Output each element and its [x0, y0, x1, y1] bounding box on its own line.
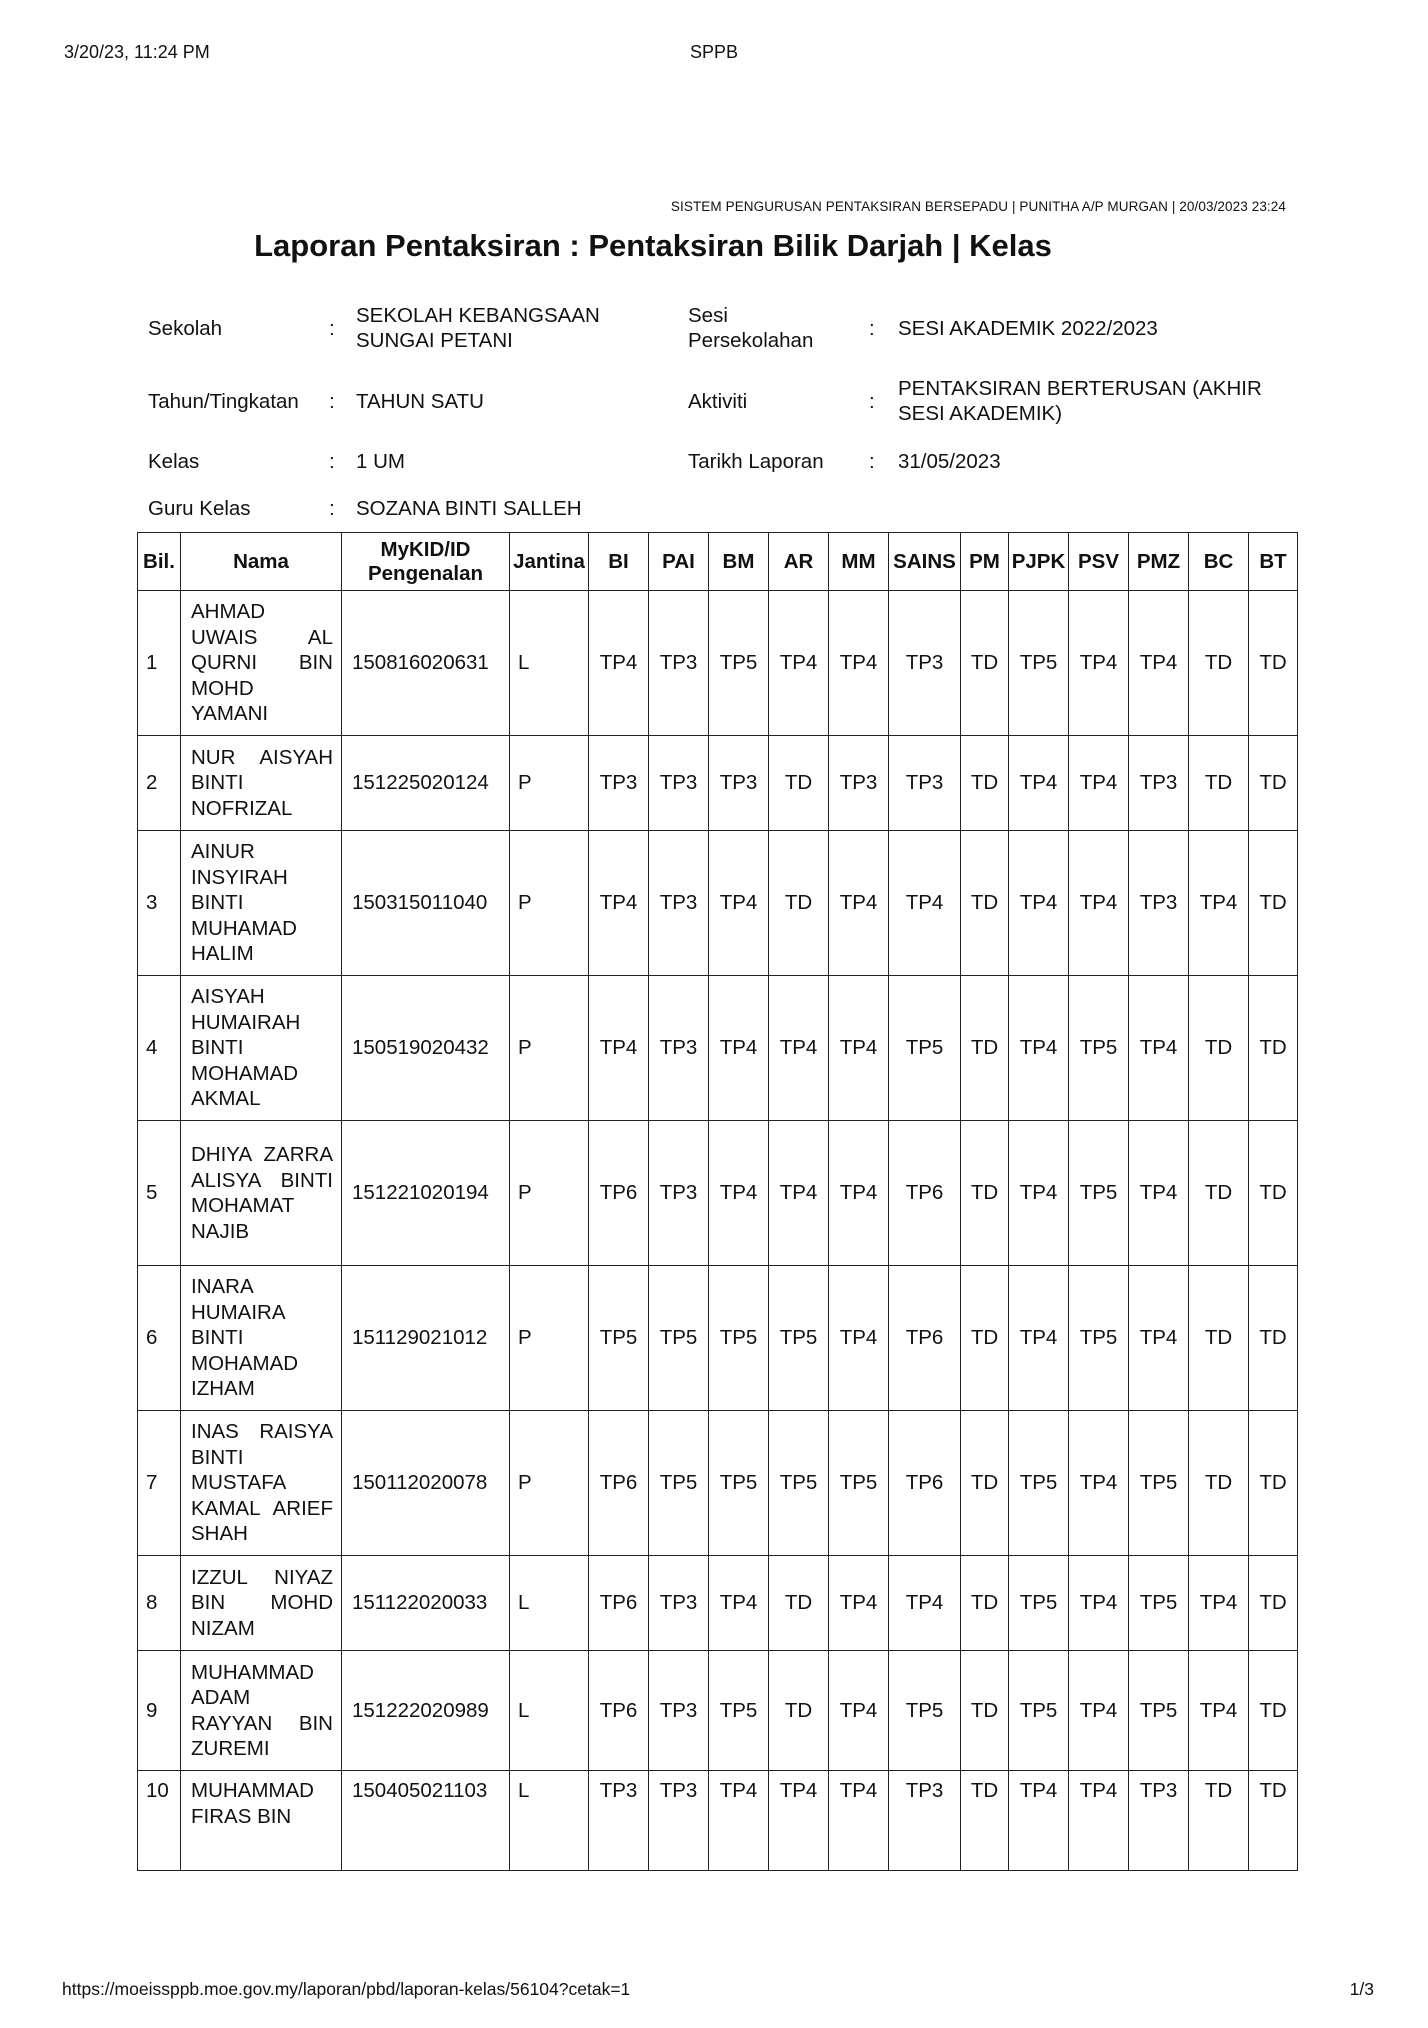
cell-bil: 4 [138, 976, 181, 1121]
cell-mykid: 151122020033 [342, 1556, 510, 1651]
cell-nama: INARA HUMAIRA BINTI MOHAMAD IZHAM [181, 1266, 342, 1411]
cell-grade: TP4 [589, 591, 649, 736]
cell-grade: TP3 [589, 736, 649, 831]
table-row [138, 1771, 1298, 1871]
cell-grade: TD [1189, 1411, 1249, 1556]
table-row [138, 1121, 1298, 1266]
cell-grade: TP3 [649, 831, 709, 976]
cell-grade: TP4 [769, 1771, 829, 1871]
colon: : [869, 450, 875, 473]
header-pjpk: PJPK [1009, 533, 1069, 591]
colon: : [329, 317, 335, 340]
cell-grade: TD [961, 1556, 1009, 1651]
cell-grade: TD [1189, 1266, 1249, 1411]
value-sekolah: SEKOLAH KEBANGSAAN SUNGAI PETANI [356, 304, 600, 352]
cell-grade: TP4 [829, 1556, 889, 1651]
header-bil: Bil. [138, 533, 181, 591]
cell-grade: TP4 [1129, 1121, 1189, 1266]
cell-grade: TP5 [649, 1266, 709, 1411]
cell-grade: TP4 [1009, 831, 1069, 976]
cell-mykid: 150315011040 [342, 831, 510, 976]
header-bt: BT [1249, 533, 1298, 591]
cell-bil: 1 [138, 591, 181, 736]
cell-bil: 7 [138, 1411, 181, 1556]
cell-grade: TP4 [829, 591, 889, 736]
cell-bil: 5 [138, 1121, 181, 1266]
colon: : [329, 390, 335, 413]
colon: : [329, 497, 335, 520]
cell-grade: TD [1249, 736, 1298, 831]
cell-grade: TD [769, 1651, 829, 1771]
cell-grade: TP4 [829, 976, 889, 1121]
cell-grade: TP5 [1069, 976, 1129, 1121]
cell-grade: TD [1249, 976, 1298, 1121]
header-pmz: PMZ [1129, 533, 1189, 591]
cell-grade: TD [961, 591, 1009, 736]
cell-bil: 10 [138, 1771, 181, 1871]
cell-grade: TP4 [1189, 1556, 1249, 1651]
cell-grade: TP6 [589, 1651, 649, 1771]
cell-grade: TP4 [889, 831, 961, 976]
cell-grade: TP3 [1129, 831, 1189, 976]
label-sekolah: Sekolah [148, 317, 223, 340]
cell-grade: TD [961, 1121, 1009, 1266]
cell-jantina: P [510, 831, 589, 976]
value-aktiviti: PENTAKSIRAN BERTERUSAN (AKHIR SESI AKADEMIK) [898, 377, 1262, 425]
cell-grade: TD [1249, 1266, 1298, 1411]
label-tarikh: Tarikh Laporan [688, 450, 824, 473]
cell-grade: TP3 [649, 1651, 709, 1771]
value-guru: SOZANA BINTI SALLEH [356, 497, 582, 520]
label-sesi: Sesi Persekolahan [688, 304, 814, 352]
cell-grade: TP3 [1129, 736, 1189, 831]
cell-grade: TP4 [709, 831, 769, 976]
value-sesi: SESI AKADEMIK 2022/2023 [898, 317, 1158, 340]
cell-grade: TP5 [1129, 1556, 1189, 1651]
cell-grade: TP4 [1069, 831, 1129, 976]
cell-nama: MUHAMMAD FIRAS BIN [181, 1771, 342, 1871]
cell-grade: TP5 [649, 1411, 709, 1556]
cell-mykid: 151225020124 [342, 736, 510, 831]
cell-nama: IZZUL NIYAZ BIN MOHD NIZAM [181, 1556, 342, 1651]
cell-grade: TP3 [649, 1771, 709, 1871]
header-bc: BC [1189, 533, 1249, 591]
cell-grade: TP5 [1009, 1556, 1069, 1651]
cell-grade: TP4 [1189, 831, 1249, 976]
footer-page-number: 1/3 [1349, 1979, 1374, 1999]
header-mykid: MyKID/ID Pengenalan [342, 533, 510, 591]
table-row [138, 831, 1298, 976]
cell-grade: TD [1189, 1771, 1249, 1871]
cell-grade: TP5 [709, 1266, 769, 1411]
cell-jantina: L [510, 1556, 589, 1651]
cell-grade: TP4 [1009, 736, 1069, 831]
cell-bil: 2 [138, 736, 181, 831]
value-tarikh: 31/05/2023 [898, 450, 1001, 473]
cell-grade: TD [961, 1266, 1009, 1411]
cell-grade: TP4 [769, 1121, 829, 1266]
cell-grade: TP5 [889, 1651, 961, 1771]
table-row [138, 1266, 1298, 1411]
cell-grade: TP5 [1069, 1266, 1129, 1411]
cell-grade: TP4 [1009, 1121, 1069, 1266]
header-jantina: Jantina [510, 533, 589, 591]
cell-grade: TP6 [589, 1411, 649, 1556]
cell-grade: TD [769, 736, 829, 831]
cell-grade: TD [961, 1651, 1009, 1771]
cell-grade: TD [1249, 1121, 1298, 1266]
cell-grade: TP3 [889, 736, 961, 831]
cell-grade: TP3 [649, 1556, 709, 1651]
cell-grade: TP5 [1009, 1651, 1069, 1771]
label-kelas: Kelas [148, 450, 200, 473]
cell-bil: 9 [138, 1651, 181, 1771]
colon: : [329, 450, 335, 473]
value-tahun: TAHUN SATU [356, 390, 484, 413]
cell-nama: MUHAMMAD ADAM RAYYAN BIN ZUREMI [181, 1651, 342, 1771]
cell-grade: TD [1249, 1411, 1298, 1556]
cell-grade: TD [769, 1556, 829, 1651]
cell-nama: NUR AISYAH BINTI NOFRIZAL [181, 736, 342, 831]
table-row [138, 1411, 1298, 1556]
cell-jantina: L [510, 1651, 589, 1771]
system-info-line: SISTEM PENGURUSAN PENTAKSIRAN BERSEPADU | PUNITHA A/P MURGAN | 20/03/2023 23:24 [670, 199, 1286, 214]
cell-mykid: 150112020078 [342, 1411, 510, 1556]
cell-grade: TP5 [889, 976, 961, 1121]
cell-mykid: 151129021012 [342, 1266, 510, 1411]
cell-grade: TD [1189, 736, 1249, 831]
cell-grade: TP5 [1129, 1411, 1189, 1556]
cell-jantina: L [510, 1771, 589, 1871]
header-pai: PAI [649, 533, 709, 591]
cell-grade: TP6 [889, 1121, 961, 1266]
cell-jantina: P [510, 1411, 589, 1556]
cell-nama: INAS RAISYA BINTI MUSTAFA KAMAL ARIEF SHAH [181, 1411, 342, 1556]
cell-grade: TP4 [709, 1556, 769, 1651]
cell-grade: TP5 [1129, 1651, 1189, 1771]
cell-grade: TP4 [589, 976, 649, 1121]
cell-mykid: 150405021103 [342, 1771, 510, 1871]
cell-bil: 8 [138, 1556, 181, 1651]
report-title: Laporan Pentaksiran : Pentaksiran Bilik Darjah | Kelas [254, 228, 1052, 263]
cell-jantina: P [510, 1266, 589, 1411]
cell-grade: TP4 [1069, 1411, 1129, 1556]
colon: : [869, 317, 875, 340]
cell-grade: TP3 [649, 976, 709, 1121]
cell-grade: TD [1189, 976, 1249, 1121]
header-pm: PM [961, 533, 1009, 591]
table-row [138, 591, 1298, 736]
cell-grade: TP4 [829, 1266, 889, 1411]
cell-grade: TP3 [649, 1121, 709, 1266]
cell-grade: TP6 [589, 1121, 649, 1266]
cell-grade: TP4 [709, 1121, 769, 1266]
cell-grade: TP4 [769, 976, 829, 1121]
cell-grade: TD [1189, 591, 1249, 736]
cell-grade: TP4 [829, 1651, 889, 1771]
cell-grade: TP6 [889, 1411, 961, 1556]
cell-grade: TP3 [889, 591, 961, 736]
cell-grade: TP5 [1069, 1121, 1129, 1266]
cell-grade: TP4 [1069, 1771, 1129, 1871]
cell-grade: TD [961, 976, 1009, 1121]
cell-grade: TP6 [589, 1556, 649, 1651]
header-sains: SAINS [889, 533, 961, 591]
cell-jantina: P [510, 1121, 589, 1266]
cell-mykid: 150816020631 [342, 591, 510, 736]
cell-grade: TP4 [829, 1771, 889, 1871]
header-bi: BI [589, 533, 649, 591]
cell-grade: TP3 [1129, 1771, 1189, 1871]
cell-grade: TP4 [1129, 1266, 1189, 1411]
label-aktiviti: Aktiviti [688, 390, 748, 413]
cell-grade: TP4 [709, 976, 769, 1121]
cell-mykid: 151221020194 [342, 1121, 510, 1266]
cell-grade: TP4 [1009, 976, 1069, 1121]
cell-grade: TP4 [1069, 1556, 1129, 1651]
cell-grade: TP5 [709, 1411, 769, 1556]
cell-grade: TP4 [829, 1121, 889, 1266]
cell-nama: AHMAD UWAIS AL QURNI BIN MOHD YAMANI [181, 591, 342, 736]
cell-grade: TP4 [1069, 736, 1129, 831]
cell-grade: TP4 [589, 831, 649, 976]
print-page-title: SPPB [689, 42, 739, 62]
header-mm: MM [829, 533, 889, 591]
cell-jantina: P [510, 736, 589, 831]
table-header-row [138, 533, 1298, 591]
cell-jantina: L [510, 591, 589, 736]
cell-grade: TD [1189, 1121, 1249, 1266]
value-kelas: 1 UM [356, 450, 405, 473]
cell-grade: TP4 [829, 831, 889, 976]
cell-grade: TP4 [709, 1771, 769, 1871]
cell-grade: TP3 [709, 736, 769, 831]
cell-grade: TP4 [1069, 591, 1129, 736]
cell-grade: TP5 [769, 1411, 829, 1556]
cell-grade: TD [1249, 591, 1298, 736]
cell-grade: TD [1249, 831, 1298, 976]
cell-grade: TP3 [649, 591, 709, 736]
cell-grade: TD [961, 736, 1009, 831]
header-bm: BM [709, 533, 769, 591]
cell-grade: TP3 [829, 736, 889, 831]
cell-grade: TP4 [1069, 1651, 1129, 1771]
cell-grade: TP4 [1129, 591, 1189, 736]
table-row [138, 1556, 1298, 1651]
cell-grade: TP4 [1009, 1266, 1069, 1411]
table-row [138, 736, 1298, 831]
header-ar: AR [769, 533, 829, 591]
label-tahun: Tahun/Tingkatan [148, 390, 299, 413]
cell-bil: 3 [138, 831, 181, 976]
cell-grade: TP4 [1189, 1651, 1249, 1771]
print-datetime: 3/20/23, 11:24 PM [64, 42, 210, 62]
cell-grade: TD [769, 831, 829, 976]
cell-grade: TP3 [889, 1771, 961, 1871]
footer-url: https://moeissppb.moe.gov.my/laporan/pbd/laporan-kelas/56104?cetak=1 [62, 1979, 631, 1999]
header-nama: Nama [181, 533, 342, 591]
cell-grade: TP5 [589, 1266, 649, 1411]
cell-grade: TP5 [1009, 591, 1069, 736]
cell-grade: TP5 [829, 1411, 889, 1556]
cell-grade: TD [1249, 1771, 1298, 1871]
cell-grade: TP4 [769, 591, 829, 736]
cell-grade: TP4 [889, 1556, 961, 1651]
cell-grade: TP4 [1009, 1771, 1069, 1871]
cell-nama: DHIYA ZARRA ALISYA BINTI MOHAMAT NAJIB [181, 1121, 342, 1266]
cell-grade: TP5 [709, 591, 769, 736]
cell-nama: AISYAH HUMAIRAH BINTI MOHAMAD AKMAL [181, 976, 342, 1121]
label-guru: Guru Kelas [148, 497, 251, 520]
cell-grade: TD [961, 1411, 1009, 1556]
cell-grade: TP4 [1129, 976, 1189, 1121]
cell-grade: TD [961, 1771, 1009, 1871]
cell-bil: 6 [138, 1266, 181, 1411]
cell-grade: TP6 [889, 1266, 961, 1411]
cell-grade: TD [961, 831, 1009, 976]
cell-grade: TP5 [709, 1651, 769, 1771]
table-row [138, 1651, 1298, 1771]
header-psv: PSV [1069, 533, 1129, 591]
cell-mykid: 151222020989 [342, 1651, 510, 1771]
cell-grade: TP5 [1009, 1411, 1069, 1556]
cell-grade: TP3 [589, 1771, 649, 1871]
colon: : [869, 390, 875, 413]
assessment-table [137, 532, 1298, 1871]
cell-jantina: P [510, 976, 589, 1121]
table-row [138, 976, 1298, 1121]
cell-grade: TP5 [769, 1266, 829, 1411]
cell-nama: AINUR INSYIRAH BINTI MUHAMAD HALIM [181, 831, 342, 976]
cell-grade: TD [1249, 1556, 1298, 1651]
cell-mykid: 150519020432 [342, 976, 510, 1121]
cell-grade: TP3 [649, 736, 709, 831]
cell-grade: TD [1249, 1651, 1298, 1771]
